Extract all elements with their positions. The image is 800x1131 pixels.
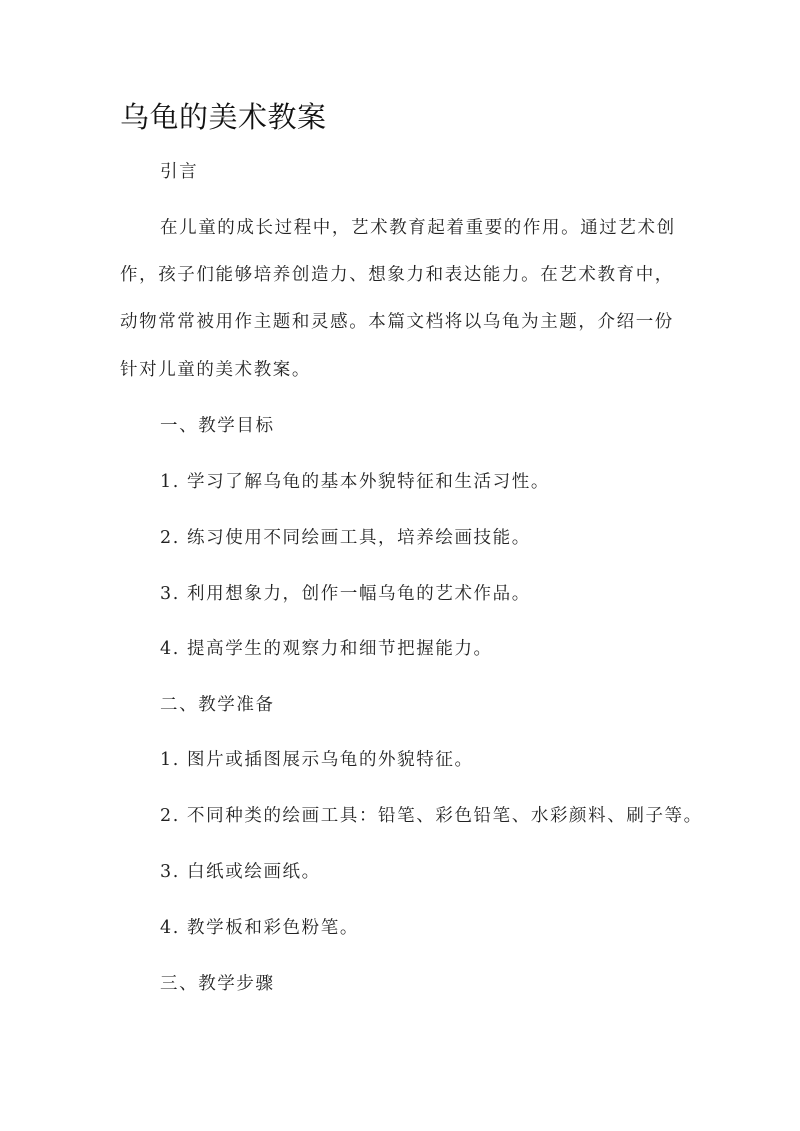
preparation-item-3: 3. 白纸或绘画纸。 [160, 862, 321, 882]
section-heading-steps: 三、教学步骤 [160, 974, 275, 994]
intro-paragraph-line-3: 动物常常被用作主题和灵感。本篇文档将以乌龟为主题，介绍一份 [120, 312, 674, 332]
intro-paragraph-line-2: 作，孩子们能够培养创造力、想象力和表达能力。在艺术教育中， [120, 265, 674, 285]
preparation-item-4: 4. 教学板和彩色粉笔。 [160, 918, 359, 938]
goal-item-3: 3. 利用想象力，创作一幅乌龟的艺术作品。 [160, 584, 531, 604]
page-title: 乌龟的美术教案 [120, 100, 327, 134]
goal-item-4: 4. 提高学生的观察力和细节把握能力。 [160, 639, 493, 659]
intro-paragraph-line-4: 针对儿童的美术教案。 [120, 360, 311, 380]
goal-item-2: 2. 练习使用不同绘画工具，培养绘画技能。 [160, 528, 531, 548]
section-heading-preparation: 二、教学准备 [160, 695, 275, 715]
section-heading-goals: 一、教学目标 [160, 416, 275, 436]
intro-paragraph-line-1: 在儿童的成长过程中，艺术教育起着重要的作用。通过艺术创 [160, 218, 676, 238]
preparation-item-1: 1. 图片或插图展示乌龟的外貌特征。 [160, 750, 474, 770]
intro-heading: 引言 [160, 162, 199, 182]
preparation-item-2: 2. 不同种类的绘画工具：铅笔、彩色铅笔、水彩颜料、刷子等。 [160, 806, 703, 826]
goal-item-1: 1. 学习了解乌龟的基本外貌特征和生活习性。 [160, 472, 550, 492]
